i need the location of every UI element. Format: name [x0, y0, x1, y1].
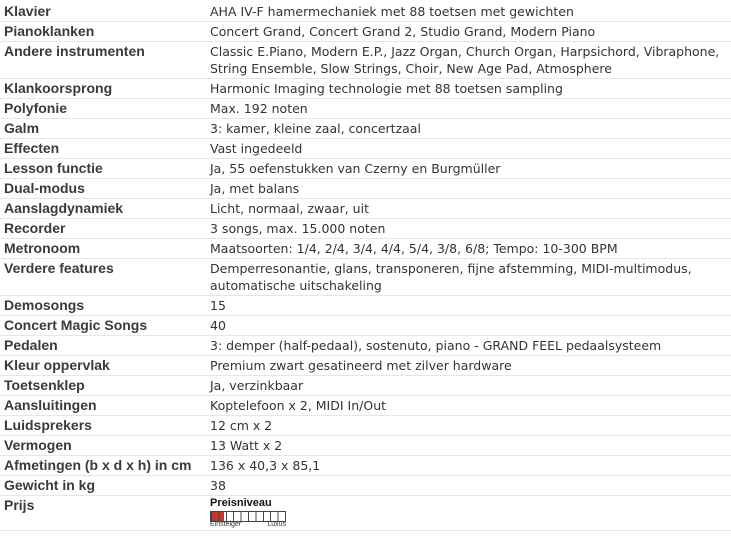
spec-value: 136 x 40,3 x 85,1	[202, 456, 731, 476]
spec-value: Ja, verzinkbaar	[202, 376, 731, 396]
spec-row	[0, 159, 731, 179]
spec-row	[0, 259, 731, 296]
spec-label: Verdere features	[0, 259, 202, 296]
spec-value: Vast ingedeeld	[202, 139, 731, 159]
spec-label: Afmetingen (b x d x h) in cm	[0, 456, 202, 476]
spec-row	[0, 219, 731, 239]
spec-value: Premium zwart gesatineerd met zilver hardware	[202, 356, 731, 376]
spec-value: 40	[202, 316, 731, 336]
price-scale-low: Einsteiger	[210, 521, 242, 528]
spec-label: Aansluitingen	[0, 396, 202, 416]
spec-row	[0, 316, 731, 336]
spec-row	[0, 199, 731, 219]
spec-value: 12 cm x 2	[202, 416, 731, 436]
spec-value: Ja, 55 oefenstukken van Czerny en Burgmüller	[202, 159, 731, 179]
spec-label: Kleur oppervlak	[0, 356, 202, 376]
spec-row	[0, 396, 731, 416]
spec-row	[0, 239, 731, 259]
spec-value: Classic E.Piano, Modern E.P., Jazz Organ, Church Organ, Harpsichord, Vibraphone, String Ensemble, Slow Strings, Choir, New Age Pad, Atmosphere	[202, 42, 731, 79]
spec-value: 15	[202, 296, 731, 316]
spec-value: Koptelefoon x 2, MIDI In/Out	[202, 396, 731, 416]
spec-value: Maatsoorten: 1/4, 2/4, 3/4, 4/4, 5/4, 3/8, 6/8; Tempo: 10-300 BPM	[202, 239, 731, 259]
spec-label: Luidsprekers	[0, 416, 202, 436]
spec-row	[0, 22, 731, 42]
spec-value: Demperresonantie, glans, transponeren, fijne afstemming, MIDI-multimodus, automatische uitschakeling	[202, 259, 731, 296]
spec-table	[0, 2, 731, 531]
spec-row	[0, 119, 731, 139]
spec-value: 3: kamer, kleine zaal, concertzaal	[202, 119, 731, 139]
spec-row	[0, 296, 731, 316]
spec-row	[0, 436, 731, 456]
spec-label: Pedalen	[0, 336, 202, 356]
spec-label: Demosongs	[0, 296, 202, 316]
spec-value: Max. 192 noten	[202, 99, 731, 119]
spec-value: Ja, met balans	[202, 179, 731, 199]
spec-label: Effecten	[0, 139, 202, 159]
spec-label: Vermogen	[0, 436, 202, 456]
spec-value: AHA IV-F hamermechaniek met 88 toetsen met gewichten	[202, 2, 731, 22]
spec-row	[0, 336, 731, 356]
spec-label: Recorder	[0, 219, 202, 239]
spec-label: Aanslagdynamiek	[0, 199, 202, 219]
spec-label: Toetsenklep	[0, 376, 202, 396]
spec-value: Concert Grand, Concert Grand 2, Studio Grand, Modern Piano	[202, 22, 731, 42]
spec-label: Klavier	[0, 2, 202, 22]
spec-row	[0, 416, 731, 436]
spec-value: 3 songs, max. 15.000 noten	[202, 219, 731, 239]
price-scale-high: Luxus	[267, 521, 286, 528]
spec-label: Galm	[0, 119, 202, 139]
spec-value: Licht, normaal, zwaar, uit	[202, 199, 731, 219]
spec-row	[0, 456, 731, 476]
price-level-ticks	[211, 512, 285, 521]
spec-row	[0, 376, 731, 396]
spec-row	[0, 179, 731, 199]
price-level-title: Preisniveau	[210, 497, 272, 509]
price-level-widget	[210, 497, 286, 529]
spec-label: Metronoom	[0, 239, 202, 259]
spec-label: Concert Magic Songs	[0, 316, 202, 336]
spec-row	[0, 42, 731, 79]
spec-value: 3: demper (half-pedaal), sostenuto, piano - GRAND FEEL pedaalsysteem	[202, 336, 731, 356]
spec-label: Polyfonie	[0, 99, 202, 119]
spec-label: Lesson functie	[0, 159, 202, 179]
spec-label: Andere instrumenten	[0, 42, 202, 79]
spec-label: Prijs	[0, 496, 202, 531]
spec-row-price	[0, 496, 731, 531]
spec-row	[0, 476, 731, 496]
spec-label: Gewicht in kg	[0, 476, 202, 496]
spec-value	[202, 496, 731, 531]
spec-value: Harmonic Imaging technologie met 88 toetsen sampling	[202, 79, 731, 99]
spec-value: 38	[202, 476, 731, 496]
spec-label: Pianoklanken	[0, 22, 202, 42]
spec-row	[0, 99, 731, 119]
spec-label: Dual-modus	[0, 179, 202, 199]
spec-row	[0, 139, 731, 159]
spec-row	[0, 79, 731, 99]
spec-row	[0, 356, 731, 376]
spec-label: Klankoorsprong	[0, 79, 202, 99]
spec-table-body	[0, 2, 731, 496]
spec-value: 13 Watt x 2	[202, 436, 731, 456]
spec-row	[0, 2, 731, 22]
